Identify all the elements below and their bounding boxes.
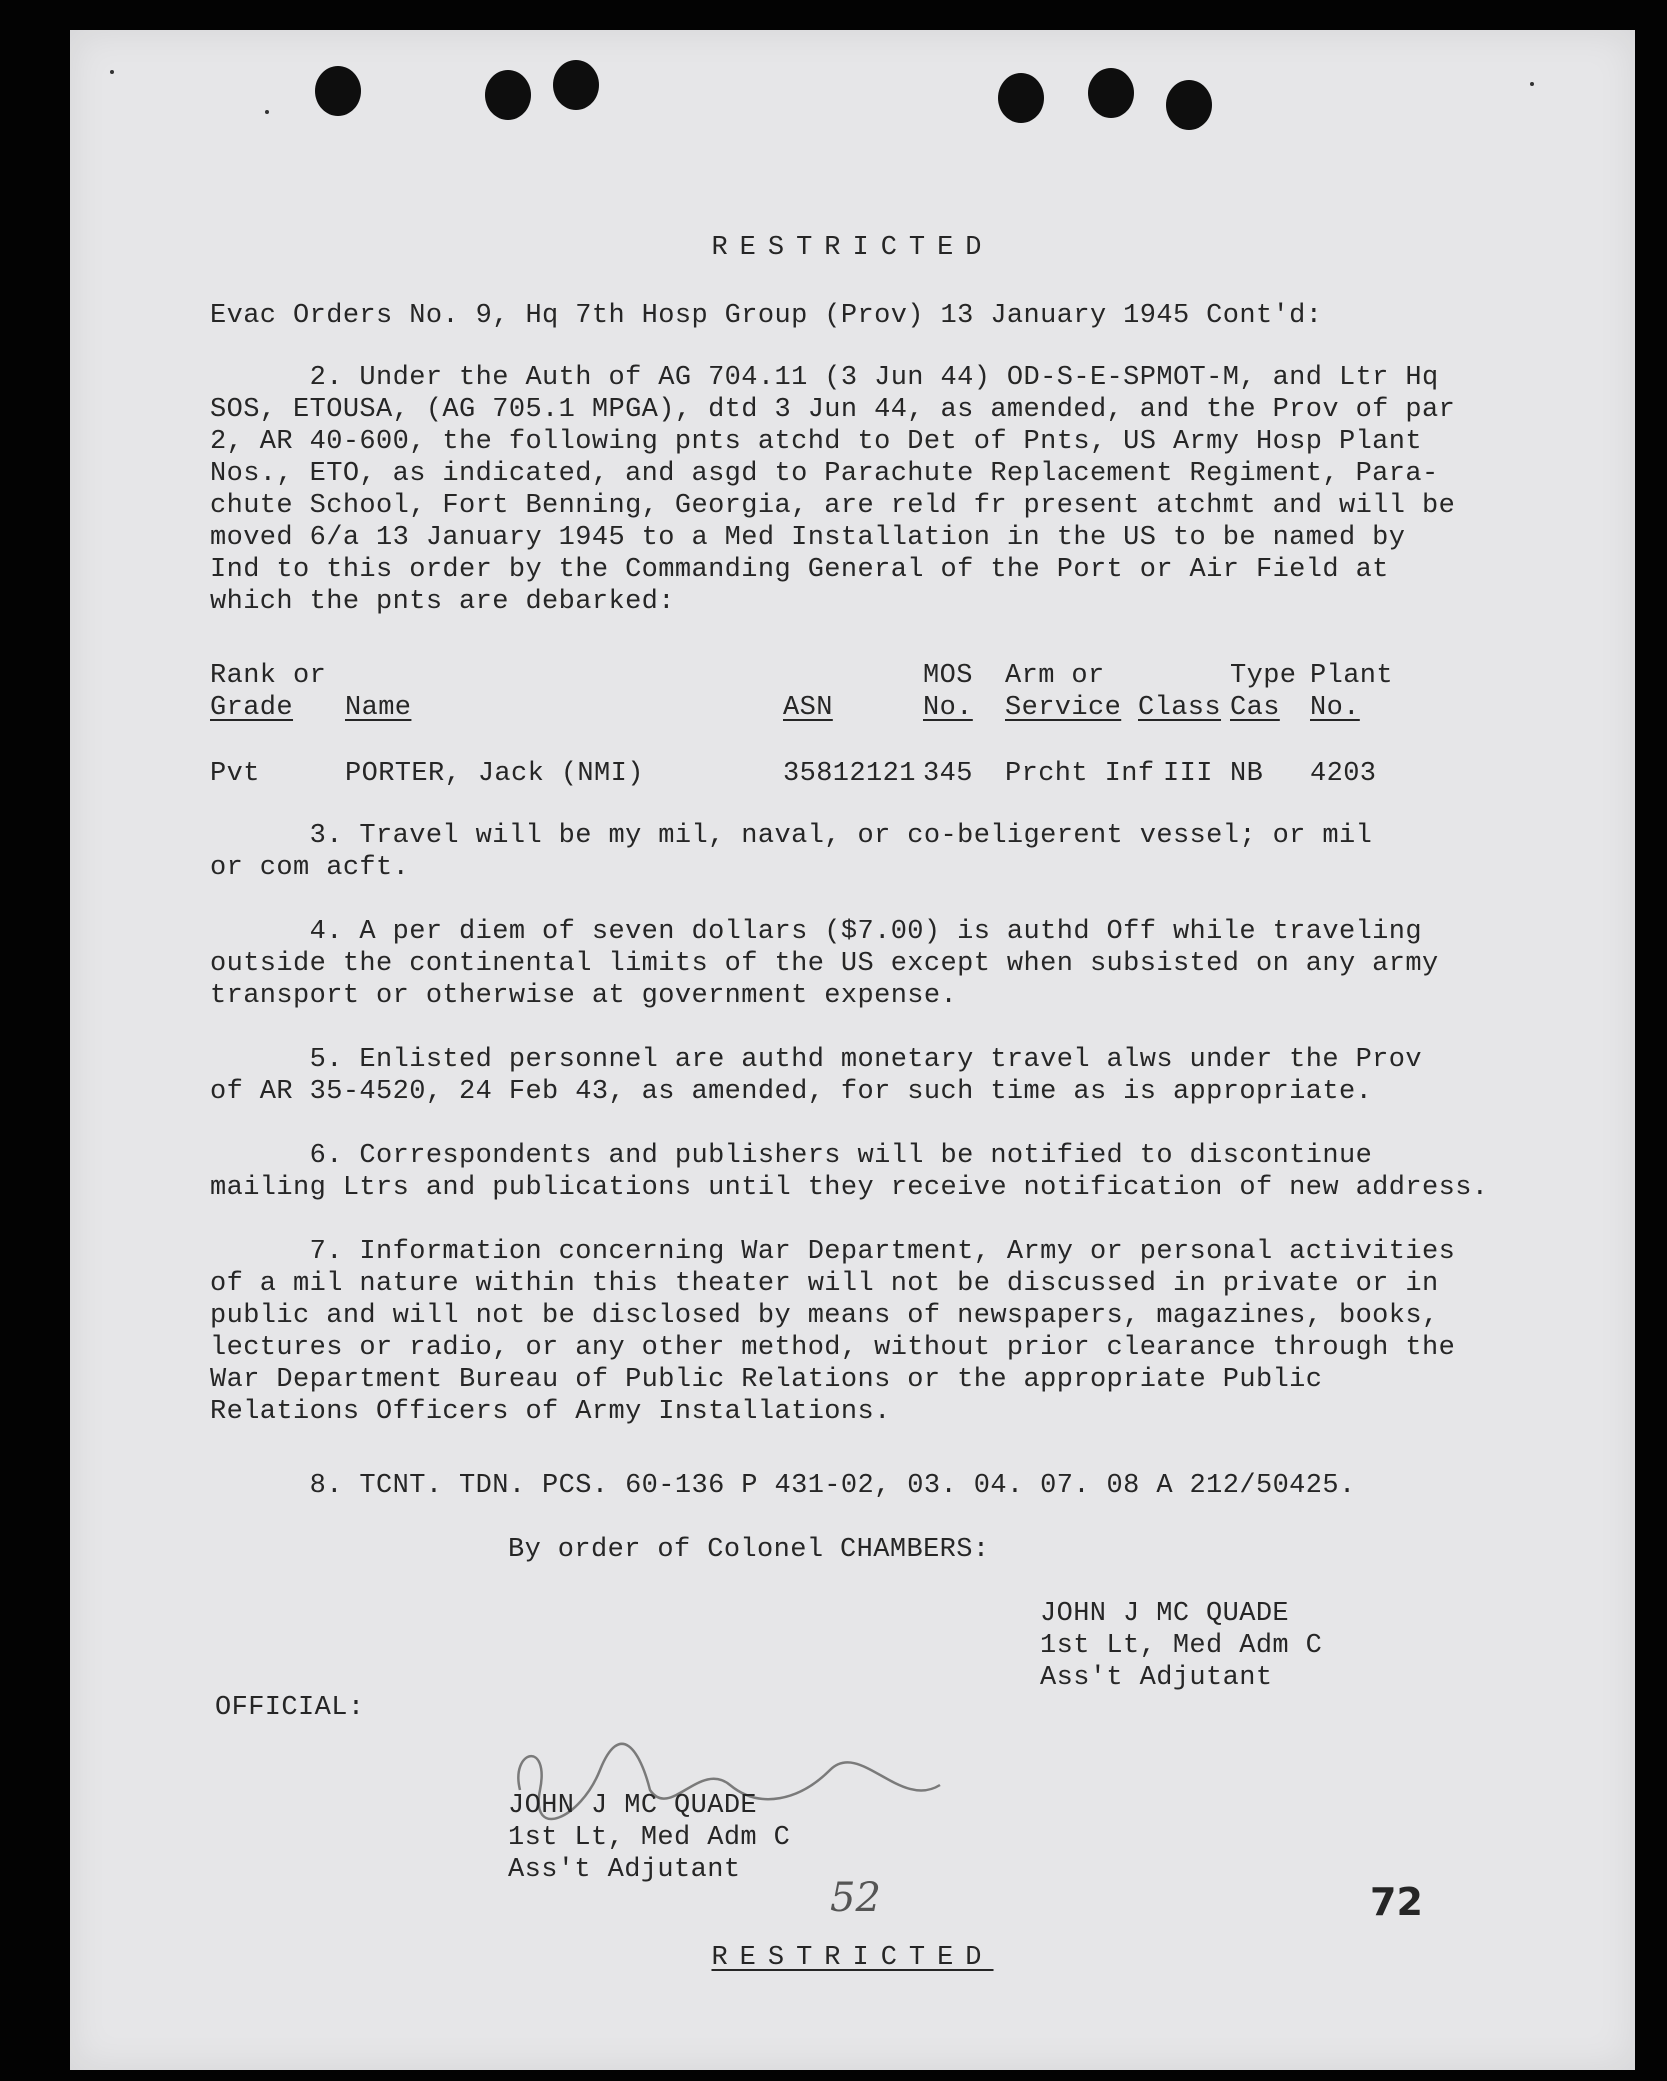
cell-mos: 345 bbox=[923, 759, 973, 789]
cell-class: III bbox=[1163, 759, 1213, 789]
col-header-rank: Rank or bbox=[210, 661, 327, 691]
punch-hole-5 bbox=[1088, 68, 1134, 118]
official-label: OFFICIAL: bbox=[215, 1693, 365, 1723]
col-header-class: Class bbox=[1138, 693, 1222, 723]
para2-line: chute School, Fort Benning, Georgia, are reld fr present atchmt and will be bbox=[210, 491, 1456, 521]
signer-name: JOHN J MC QUADE bbox=[1040, 1599, 1290, 1629]
punch-hole-1 bbox=[315, 66, 361, 116]
punch-hole-2 bbox=[485, 70, 531, 120]
official-title: Ass't Adjutant bbox=[508, 1855, 741, 1885]
para7-line: public and will not be disclosed by means of newspapers, magazines, books, bbox=[210, 1301, 1439, 1331]
para5-line: of AR 35-4520, 24 Feb 43, as amended, for such time as is appropriate. bbox=[210, 1077, 1373, 1107]
handwritten-number: 52 bbox=[830, 1875, 881, 1921]
cell-asn: 35812121 bbox=[783, 759, 916, 789]
para3-line: or com acft. bbox=[210, 853, 410, 883]
cell-arm: Prcht Inf bbox=[1005, 759, 1155, 789]
para4-line: 4. A per diem of seven dollars ($7.00) is authd Off while traveling bbox=[210, 917, 1422, 947]
speck bbox=[1530, 82, 1534, 86]
para2-line: moved 6/a 13 January 1945 to a Med Installation in the US to be named by bbox=[210, 523, 1406, 553]
document-page bbox=[70, 30, 1635, 2070]
col-header-name: Name bbox=[345, 693, 412, 723]
cell-grade: Pvt bbox=[210, 759, 260, 789]
official-rank: 1st Lt, Med Adm C bbox=[508, 1823, 791, 1853]
by-order-line: By order of Colonel CHAMBERS: bbox=[508, 1535, 990, 1565]
speck bbox=[265, 110, 269, 114]
cell-plant: 4203 bbox=[1310, 759, 1377, 789]
para2-line: 2, AR 40-600, the following pnts atchd to Det of Pnts, US Army Hosp Plant bbox=[210, 427, 1422, 457]
cell-type: NB bbox=[1230, 759, 1264, 789]
para2-line: Nos., ETO, as indicated, and asgd to Parachute Replacement Regiment, Para- bbox=[210, 459, 1439, 489]
para2-line: SOS, ETOUSA, (AG 705.1 MPGA), dtd 3 Jun 44, as amended, and the Prov of par bbox=[210, 395, 1456, 425]
col-header-mos-no: No. bbox=[923, 693, 973, 723]
para6-line: 6. Correspondents and publishers will be notified to discontinue bbox=[210, 1141, 1373, 1171]
para7-line: of a mil nature within this theater will not be discussed in private or in bbox=[210, 1269, 1439, 1299]
punch-hole-6 bbox=[1166, 80, 1212, 130]
para7-line: 7. Information concerning War Department, Army or personal activities bbox=[210, 1237, 1456, 1267]
speck bbox=[110, 70, 114, 74]
col-header-plant: Plant bbox=[1310, 661, 1394, 691]
punch-hole-3 bbox=[553, 60, 599, 110]
order-title: Evac Orders No. 9, Hq 7th Hosp Group (Prov) 13 January 1945 Cont'd: bbox=[210, 301, 1323, 331]
header-classification: RESTRICTED bbox=[711, 233, 994, 263]
para7-line: War Department Bureau of Public Relations or the appropriate Public bbox=[210, 1365, 1323, 1395]
col-header-service: Service bbox=[1005, 693, 1122, 723]
paragraph-8: 8. TCNT. TDN. PCS. 60-136 P 431-02, 03. 04. 07. 08 A 212/50425. bbox=[210, 1471, 1356, 1501]
para6-line: mailing Ltrs and publications until they receive notification of new address. bbox=[210, 1173, 1489, 1203]
para5-line: 5. Enlisted personnel are authd monetary travel alws under the Prov bbox=[210, 1045, 1422, 1075]
para2-line: 2. Under the Auth of AG 704.11 (3 Jun 44) OD-S-E-SPMOT-M, and Ltr Hq bbox=[210, 363, 1439, 393]
footer-classification: RESTRICTED bbox=[711, 1943, 994, 1973]
para4-line: transport or otherwise at government expense. bbox=[210, 981, 958, 1011]
signer-title: Ass't Adjutant bbox=[1040, 1663, 1273, 1693]
para7-line: lectures or radio, or any other method, without prior clearance through the bbox=[210, 1333, 1456, 1363]
signer-rank: 1st Lt, Med Adm C bbox=[1040, 1631, 1323, 1661]
col-header-cas: Cas bbox=[1230, 693, 1280, 723]
col-header-arm: Arm or bbox=[1005, 661, 1105, 691]
para7-line: Relations Officers of Army Installations. bbox=[210, 1397, 891, 1427]
col-header-type: Type bbox=[1230, 661, 1297, 691]
col-header-grade: Grade bbox=[210, 693, 294, 723]
para2-line: Ind to this order by the Commanding General of the Port or Air Field at bbox=[210, 555, 1389, 585]
col-header-plant-no: No. bbox=[1310, 693, 1360, 723]
punch-hole-4 bbox=[998, 73, 1044, 123]
official-name: JOHN J MC QUADE bbox=[508, 1791, 758, 1821]
para4-line: outside the continental limits of the US except when subsisted on any army bbox=[210, 949, 1439, 979]
cell-name: PORTER, Jack (NMI) bbox=[345, 759, 644, 789]
para2-line: which the pnts are debarked: bbox=[210, 587, 675, 617]
para3-line: 3. Travel will be my mil, naval, or co-beligerent vessel; or mil bbox=[210, 821, 1373, 851]
col-header-mos: MOS bbox=[923, 661, 973, 691]
page-number: 72 bbox=[1370, 1880, 1423, 1924]
col-header-asn: ASN bbox=[783, 693, 833, 723]
